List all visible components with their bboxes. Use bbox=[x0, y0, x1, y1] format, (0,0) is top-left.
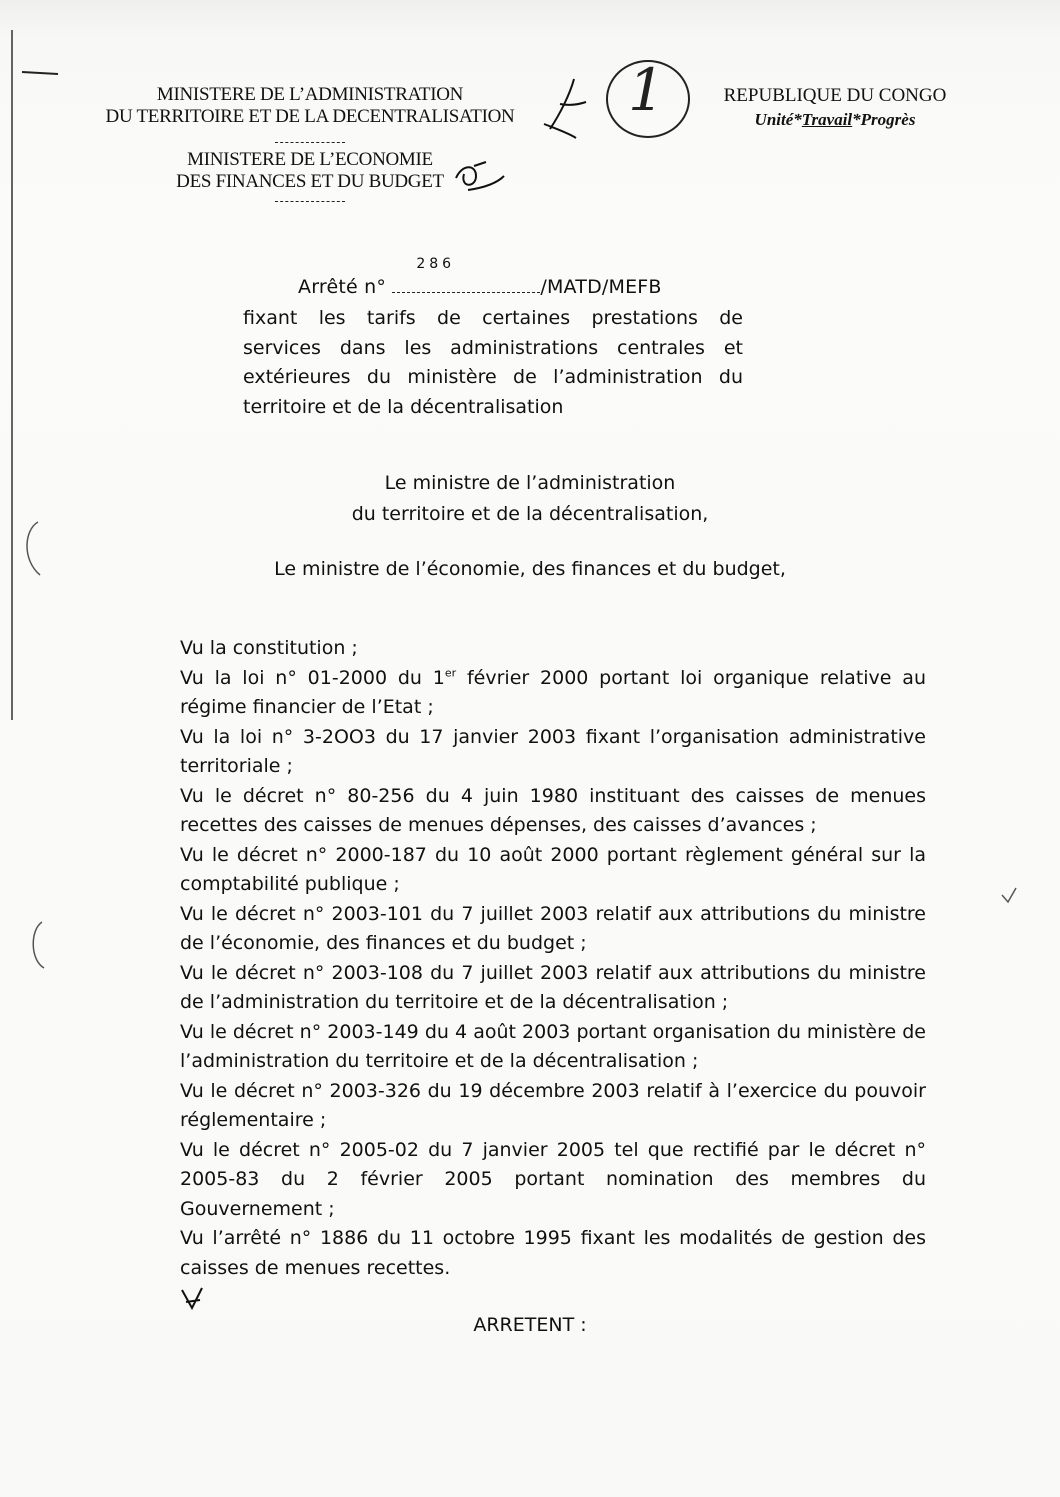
minister-2: Le ministre de l’économie, des finances et du budget, bbox=[274, 558, 786, 580]
objet-line-4: territoire et de la décentralisation bbox=[243, 395, 564, 418]
arrete-title bbox=[298, 256, 662, 298]
republic-header bbox=[700, 84, 970, 132]
motto-travail: Travail bbox=[801, 110, 853, 129]
ministers-block bbox=[0, 468, 1060, 585]
visa-decret-2003-149: Vu le décret n° 2003-149 du 4 août 2003 portant organisation du ministère de l’administration du territoire et de la décentralisation ; bbox=[180, 1020, 926, 1072]
visa-arrete-1886: Vu l’arrêté n° 1886 du 11 octobre 1995 fixant les modalités de gestion des caisses de menues recettes. bbox=[180, 1227, 926, 1279]
visa-decret-1980: Vu le décret n° 80-256 du 4 juin 1980 instituant des caisses de menues recettes des caisses de menues dépenses, des caisses d’avances ; bbox=[180, 784, 926, 836]
motto-progres: *Progrès bbox=[852, 110, 916, 129]
second-ministry-line-1: MINISTERE DE L’ECONOMIE bbox=[187, 149, 433, 170]
republic-title: REPUBLIQUE DU CONGO bbox=[723, 85, 947, 106]
arretent-heading: ARRETENT : bbox=[473, 1314, 587, 1336]
arrete-number: 286 bbox=[416, 256, 456, 272]
arrete-objet bbox=[243, 304, 743, 422]
separator-dash bbox=[275, 142, 345, 143]
objet-line-2: services dans les administrations centrales et bbox=[243, 336, 743, 359]
motto-unite: Unité* bbox=[754, 110, 802, 129]
visa-decret-2005-02: Vu le décret n° 2005-02 du 7 janvier 2005 tel que rectifié par le décret n° 2005-83 du 2 février 2005 portant nomination des membres du Gouvernement ; bbox=[180, 1138, 926, 1220]
separator-dash-2 bbox=[275, 201, 345, 202]
minister-1-line-1: Le ministre de l’administration bbox=[384, 472, 676, 494]
visa-loi-2000-end: février 2000 portant loi organique relative au régime financier de l’Etat ; bbox=[180, 666, 926, 718]
visa-loi-2000-sup: er bbox=[444, 666, 457, 680]
handwritten-paraph-1 bbox=[530, 74, 590, 144]
arrete-prefix: Arrêté n° bbox=[298, 276, 387, 298]
objet-line-1: fixant les tarifs de certaines prestations de bbox=[243, 307, 743, 329]
visas-block bbox=[180, 634, 926, 1283]
ministry-line-1: MINISTERE DE L’ADMINISTRATION bbox=[156, 84, 464, 105]
visa-decret-2003-101: Vu le décret n° 2003-101 du 7 juillet 2003 relatif aux attributions du ministre de l’économie, des finances et du budget ; bbox=[180, 902, 926, 954]
arrete-number-field bbox=[392, 256, 540, 293]
republic-motto bbox=[700, 108, 970, 132]
visa-loi-2003: Vu la loi n° 3-2OO3 du 17 janvier 2003 fixant l’organisation administrative territoriale ; bbox=[180, 725, 926, 777]
visa-decret-2003-326: Vu le décret n° 2003-326 du 19 décembre 2003 relatif à l’exercice du pouvoir réglementaire ; bbox=[180, 1079, 926, 1131]
handwritten-paraph-2 bbox=[452, 158, 512, 198]
arrete-suffix: /MATD/MEFB bbox=[540, 276, 662, 298]
handwritten-tick bbox=[178, 1284, 218, 1314]
visa-loi-2000 bbox=[180, 664, 926, 723]
visa-decret-2000: Vu le décret n° 2000-187 du 10 août 2000 portant règlement général sur la comptabilité publique ; bbox=[180, 843, 926, 895]
page-marker: 1 bbox=[628, 56, 665, 124]
visa-decret-2003-108: Vu le décret n° 2003-108 du 7 juillet 2003 relatif aux attributions du ministre de l’administration du territoire et de la décentralisation ; bbox=[180, 961, 926, 1013]
second-ministry-line-2: DES FINANCES ET DU BUDGET bbox=[176, 171, 444, 192]
visa-constitution: Vu la constitution ; bbox=[180, 637, 358, 659]
minister-1-line-2: du territoire et de la décentralisation, bbox=[351, 503, 709, 525]
ministry-line-2: DU TERRITOIRE ET DE LA DECENTRALISATION bbox=[105, 106, 515, 127]
objet-line-3: extérieures du ministère de l’administration du bbox=[243, 366, 743, 388]
visa-loi-2000-start: Vu la loi n° 01-2000 du 1 bbox=[180, 666, 445, 689]
